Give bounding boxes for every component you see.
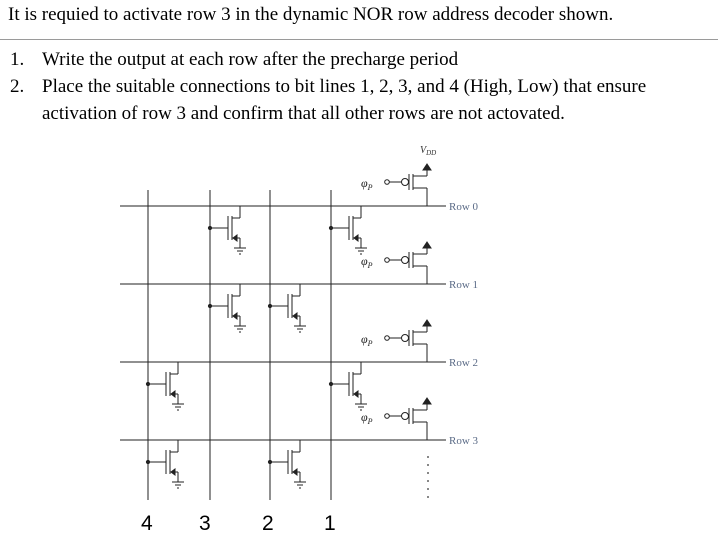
pmos-precharge — [361, 242, 431, 284]
precharge-phi-label: $\varphi_P$ — [361, 332, 373, 348]
nmos-transistor — [329, 206, 367, 254]
row-label-1: Row 1 — [449, 279, 479, 291]
precharge-phi-label: $\varphi_P$ — [361, 254, 373, 270]
task-number: 2. — [10, 76, 25, 97]
nmos-transistor — [146, 440, 184, 488]
bit-line-label-3: 3 — [199, 512, 211, 535]
precharge-phi-label: $\varphi_P$ — [361, 410, 373, 426]
precharge-phi-label: $\varphi_P$ — [361, 176, 373, 192]
bit-line-label-1: 1 — [324, 512, 336, 535]
vdd-label: $V_{DD}$ — [420, 145, 437, 157]
pmos-precharge — [361, 398, 431, 440]
task-text: Write the output at each row after the precharge period — [42, 49, 459, 70]
pulldown-transistors — [146, 206, 367, 488]
task-text: Place the suitable connections to bit lines 1, 2, 3, and 4 (High, Low) that ensure activation of row 3 and confirm that all other rows are not actovated. — [42, 76, 647, 124]
pmos-precharge — [361, 320, 431, 362]
pmos-precharge — [361, 164, 431, 206]
nmos-transistor — [208, 284, 246, 332]
bit-line-label-2: 2 — [262, 512, 274, 535]
question-prompt: It is requied to activate row 3 in the dynamic NOR row address decoder shown. — [8, 4, 614, 25]
row-outputs — [427, 206, 446, 440]
precharge-transistors — [361, 164, 431, 440]
row-label-2: Row 2 — [449, 357, 479, 369]
nmos-transistor — [268, 284, 306, 332]
continuation-dots — [427, 456, 429, 498]
nmos-transistor — [329, 362, 367, 410]
row-label-3: Row 3 — [449, 435, 479, 447]
row-label-0: Row 0 — [449, 201, 479, 213]
nmos-transistor — [208, 206, 246, 254]
bit-line-label-4: 4 — [141, 512, 153, 535]
nmos-transistor — [146, 362, 184, 410]
nmos-transistor — [268, 440, 306, 488]
task-number: 1. — [10, 49, 25, 70]
